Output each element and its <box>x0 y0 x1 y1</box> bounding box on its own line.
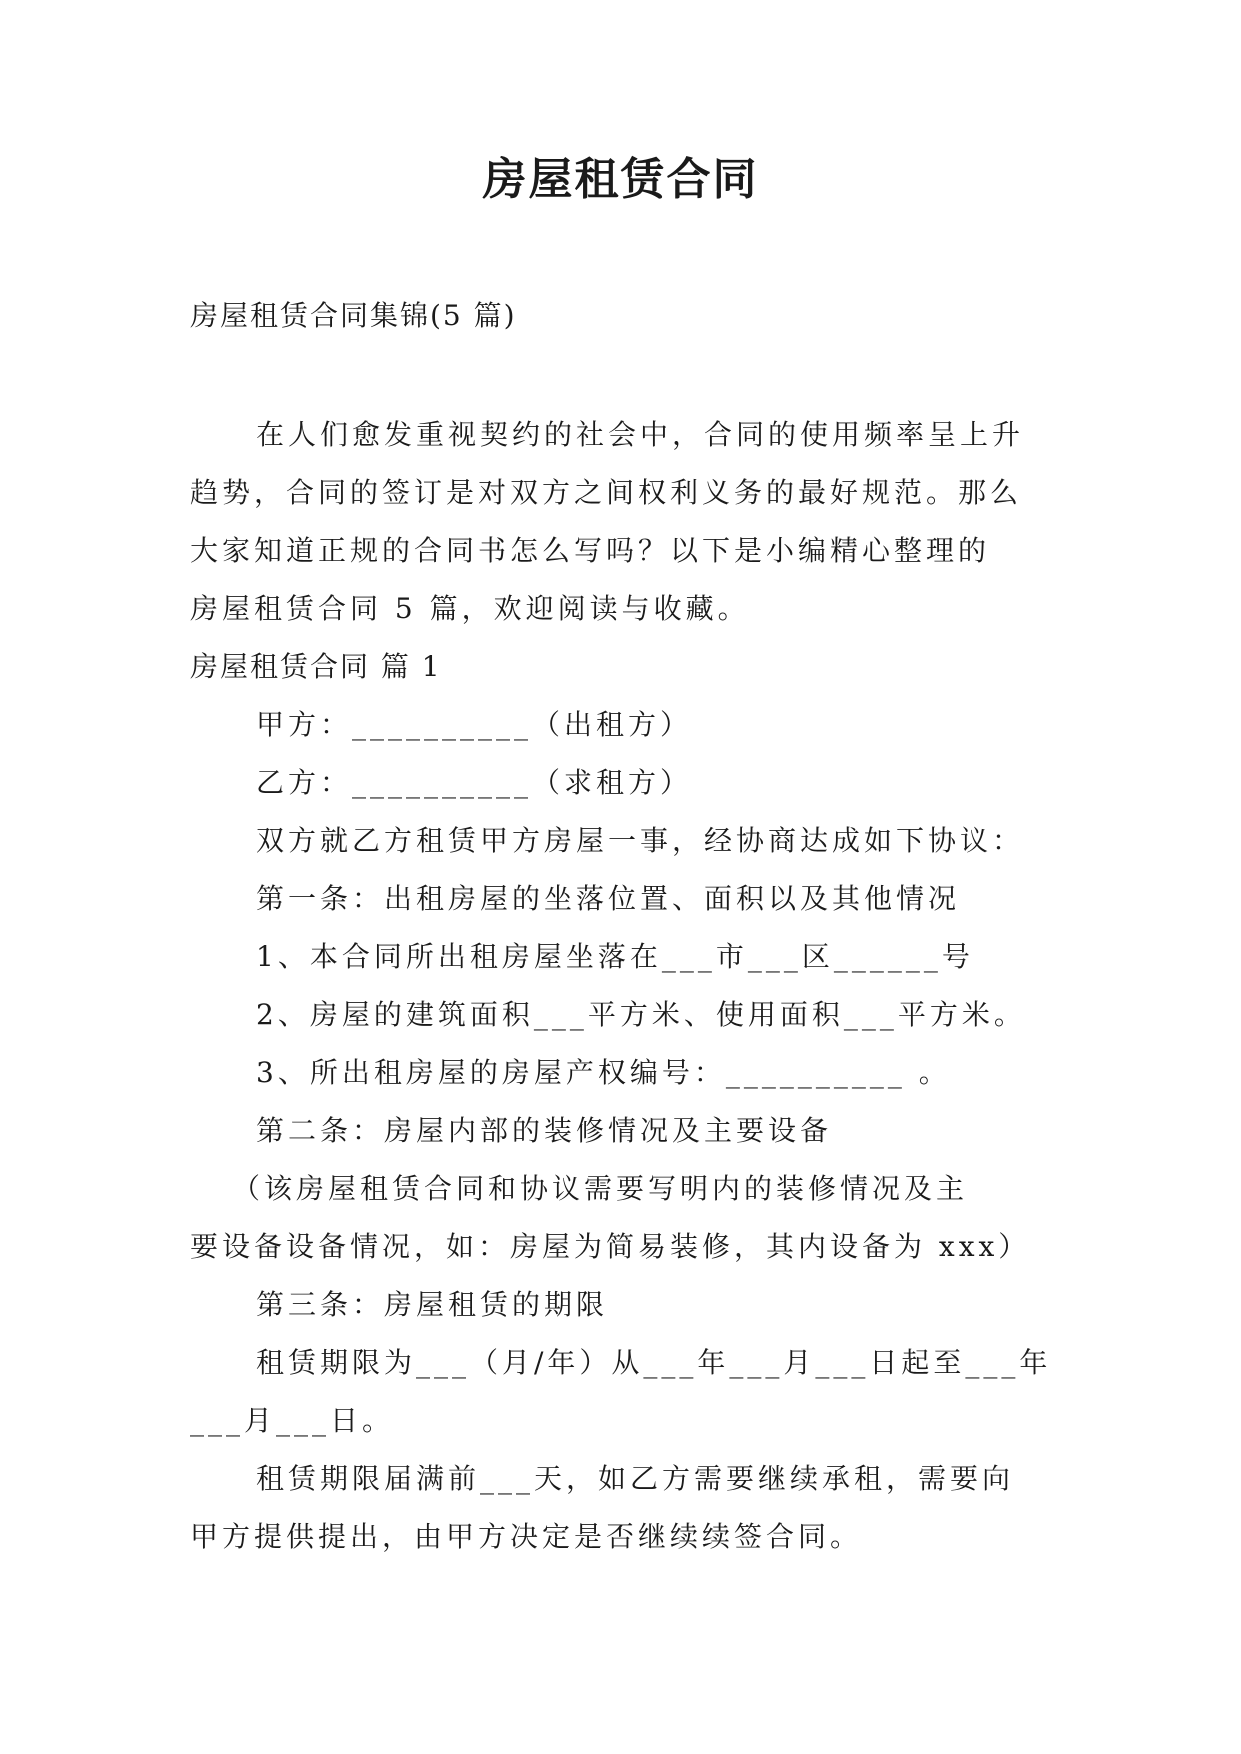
party-b-line: 乙方：__________（求租方） <box>256 766 693 799</box>
clause-item-1: 1、本合同所出租房屋坐落在___市___区______号 <box>256 940 974 973</box>
agreement-line: 双方就乙方租赁甲方房屋一事，经协商达成如下协议： <box>256 824 1025 857</box>
article-1-heading: 第一条：出租房屋的坐落位置、面积以及其他情况 <box>256 882 961 915</box>
decoration-note-line: 要设备设备情况，如：房屋为简易装修，其内设备为 xxx） <box>190 1230 1031 1263</box>
clause-item-2: 2、房屋的建筑面积___平方米、使用面积___平方米。 <box>256 998 1026 1031</box>
page-title: 房屋租赁合同 <box>482 154 759 205</box>
lease-term-line: ___月___日。 <box>190 1404 395 1437</box>
intro-line: 大家知道正规的合同书怎么写吗？以下是小编精心整理的 <box>190 534 991 567</box>
intro-line: 趋势，合同的签订是对双方之间权利义务的最好规范。那么 <box>190 476 1023 509</box>
intro-line: 房屋租赁合同 5 篇，欢迎阅读与收藏。 <box>190 592 750 625</box>
renewal-line: 甲方提供提出，由甲方决定是否继续续签合同。 <box>190 1520 863 1553</box>
renewal-line: 租赁期限届满前___天，如乙方需要继续承租，需要向 <box>256 1462 1015 1495</box>
document-subtitle: 房屋租赁合同集锦(5 篇) <box>190 299 517 332</box>
section-heading: 房屋租赁合同 篇 1 <box>190 650 442 683</box>
clause-item-3: 3、所出租房屋的房屋产权编号：__________ 。 <box>256 1056 951 1089</box>
party-a-line: 甲方：__________（出租方） <box>256 708 693 741</box>
article-2-heading: 第二条：房屋内部的装修情况及主要设备 <box>256 1114 833 1147</box>
lease-term-line: 租赁期限为___（月/年）从___年___月___日起至___年 <box>256 1346 1052 1379</box>
article-3-heading: 第三条：房屋租赁的期限 <box>256 1288 609 1321</box>
intro-line: 在人们愈发重视契约的社会中，合同的使用频率呈上升 <box>256 418 1025 451</box>
decoration-note-line: （该房屋租赁合同和协议需要写明内的装修情况及主 <box>232 1172 969 1205</box>
document-body <box>190 406 1060 1566</box>
